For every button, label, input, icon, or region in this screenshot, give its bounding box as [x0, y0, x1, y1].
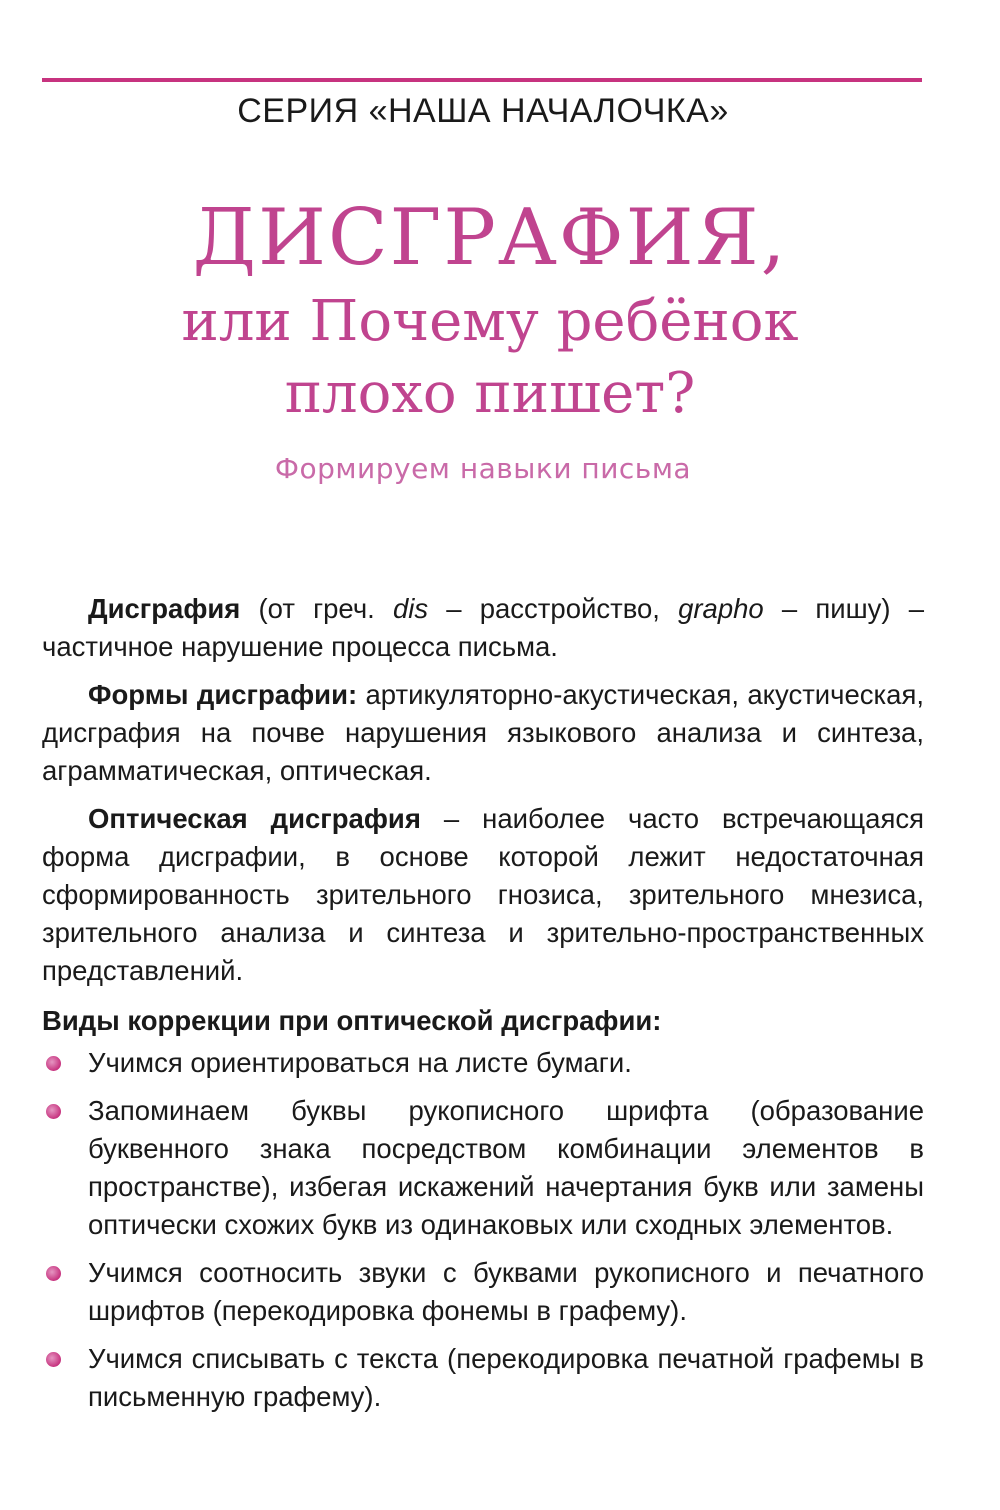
forms-term: Формы дисграфии:: [88, 679, 358, 710]
bullet-dot-icon: [46, 1352, 61, 1367]
body-text: [42, 590, 924, 1000]
title-main: ДИСГРАФИЯ,: [192, 193, 788, 283]
definition-dis: dis: [392, 593, 429, 624]
list-item-text: Учимся соотносить звуки с буквами рукописного и печатного шрифтов (перекодировка фонемы в графему).: [88, 1257, 924, 1326]
book-subtitle: Формируем навыки письма: [274, 452, 692, 485]
definition-grapho: grapho: [678, 593, 764, 624]
title-line-3: плохо пишет?: [284, 361, 696, 426]
forms-text: артикуляторно-акустическая, акустическая, дисграфия на почве нарушения языкового анализа и синтеза, аграмматическая, оптическая.: [42, 679, 924, 786]
correction-heading: Виды коррекции при оптической дисграфии:: [42, 1005, 662, 1036]
bullet-dot-icon: [46, 1266, 61, 1281]
series-title: СЕРИЯ «НАША НАЧАЛОЧКА»: [237, 92, 729, 130]
optical-text: – наиболее часто встречающаяся форма дисграфии, в основе которой лежит недостаточная сформированность зрительного гнозиса, зрительного мнезиса, зрительного анализа и синтеза и зрительно-пространственных представлений.: [42, 803, 924, 986]
definition-part-1: (от греч.: [240, 593, 393, 624]
definition-paragraph: [42, 590, 924, 666]
list-item: [42, 1340, 924, 1416]
list-item: [42, 1092, 924, 1244]
list-item: [42, 1044, 924, 1082]
optical-paragraph: [42, 800, 924, 990]
definition-part-2: – расстройство,: [428, 593, 679, 624]
list-item-text: Учимся списывать с текста (перекодировка печатной графемы в письменную графему).: [88, 1343, 924, 1412]
definition-part-3: – пишу) – частичное нарушение процесса письма.: [42, 593, 925, 662]
list-item: [42, 1254, 924, 1330]
top-rule: [42, 78, 922, 82]
list-item-text: Учимся ориентироваться на листе бумаги.: [88, 1047, 632, 1078]
list-item-text: Запоминаем буквы рукописного шрифта (образование буквенного знака посредством комбинации элементов в пространстве), избегая искажений начертания букв или замены оптически схожих букв из одинаковых или сходных элементов.: [88, 1095, 924, 1240]
book-title: [0, 190, 980, 430]
correction-list: [42, 1044, 924, 1426]
bullet-dot-icon: [46, 1056, 61, 1071]
bullet-dot-icon: [46, 1104, 61, 1119]
definition-term: Дисграфия: [88, 593, 241, 624]
title-line-2: или Почему ребёнок: [181, 289, 799, 354]
forms-paragraph: [42, 676, 924, 790]
optical-term: Оптическая дисграфия: [88, 803, 421, 834]
